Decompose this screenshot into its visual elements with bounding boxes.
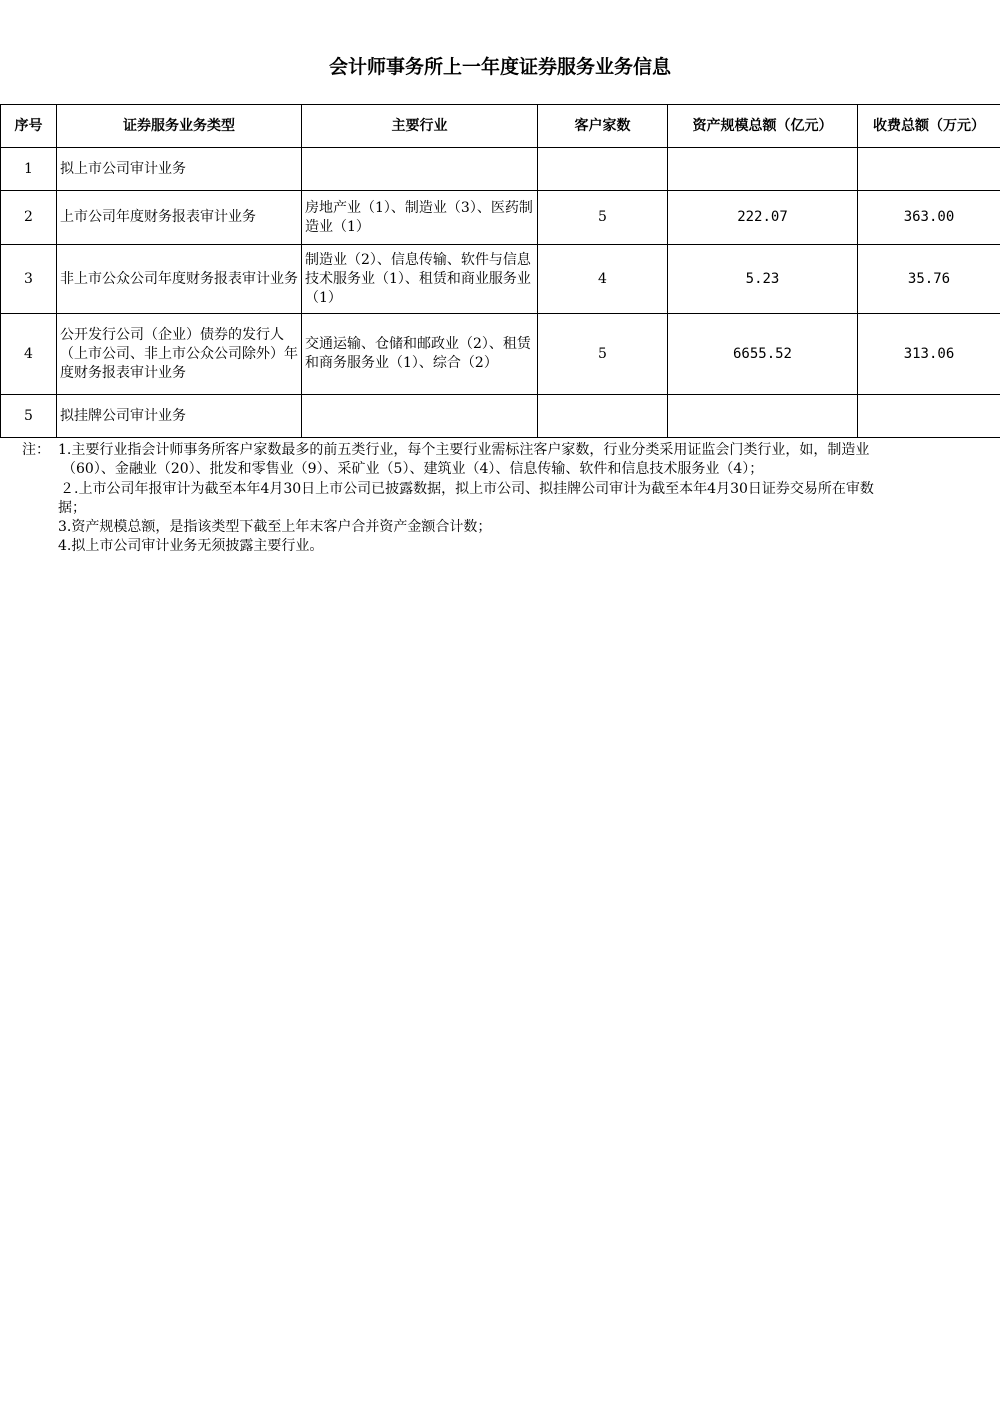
cell-fee-total bbox=[858, 148, 1000, 191]
note-3: 3.资产规模总额，是指该类型下截至上年末客户合并资产金额合计数； bbox=[58, 519, 492, 535]
header-main-industry: 主要行业 bbox=[302, 105, 538, 148]
cell-service-type: 上市公司年度财务报表审计业务 bbox=[57, 191, 302, 245]
note-1-line-1: 1.主要行业指会计师事务所客户家数最多的前五类行业，每个主要行业需标注客户家数，行业分类采用证监会门类行业，如，制造业 bbox=[58, 442, 870, 458]
cell-main-industry bbox=[302, 148, 538, 191]
table-row bbox=[1, 148, 1000, 191]
cell-fee-total: 35.76 bbox=[858, 245, 1000, 314]
cell-seq: 5 bbox=[1, 395, 57, 438]
note-2-line-1: ２.上市公司年报审计为截至本年4月30日上市公司已披露数据，拟上市公司、拟挂牌公司审计为截至本年4月30日证券交易所在审数 bbox=[60, 481, 874, 497]
cell-seq: 3 bbox=[1, 245, 57, 314]
note-4: 4.拟上市公司审计业务无须披露主要行业。 bbox=[58, 538, 324, 554]
cell-client-count: 5 bbox=[538, 314, 668, 395]
cell-service-type: 拟上市公司审计业务 bbox=[57, 148, 302, 191]
cell-client-count: 5 bbox=[538, 191, 668, 245]
cell-asset-total: 5.23 bbox=[668, 245, 858, 314]
table-row bbox=[1, 245, 1000, 314]
cell-client-count: 4 bbox=[538, 245, 668, 314]
cell-seq: 1 bbox=[1, 148, 57, 191]
cell-client-count bbox=[538, 148, 668, 191]
cell-asset-total: 222.07 bbox=[668, 191, 858, 245]
cell-seq: 4 bbox=[1, 314, 57, 395]
note-1-line-2: （60）、金融业（20）、批发和零售业（9）、采矿业（5）、建筑业（4）、信息传输、软件和信息技术服务业（4）； bbox=[62, 461, 764, 477]
table-header-row bbox=[1, 105, 1000, 148]
cell-fee-total: 313.06 bbox=[858, 314, 1000, 395]
cell-asset-total bbox=[668, 148, 858, 191]
cell-main-industry: 制造业（2）、信息传输、软件与信息技术服务业（1）、租赁和商业服务业（1） bbox=[302, 245, 538, 314]
cell-main-industry bbox=[302, 395, 538, 438]
cell-fee-total: 363.00 bbox=[858, 191, 1000, 245]
header-asset-total: 资产规模总额（亿元） bbox=[668, 105, 858, 148]
cell-main-industry: 房地产业（1）、制造业（3）、医药制造业（1） bbox=[302, 191, 538, 245]
cell-asset-total bbox=[668, 395, 858, 438]
cell-service-type: 公开发行公司（企业）债券的发行人（上市公司、非上市公众公司除外）年度财务报表审计业务 bbox=[57, 314, 302, 395]
table-row bbox=[1, 191, 1000, 245]
cell-service-type: 非上市公众公司年度财务报表审计业务 bbox=[57, 245, 302, 314]
cell-client-count bbox=[538, 395, 668, 438]
header-seq: 序号 bbox=[1, 105, 57, 148]
header-client-count: 客户家数 bbox=[538, 105, 668, 148]
cell-seq: 2 bbox=[1, 191, 57, 245]
cell-asset-total: 6655.52 bbox=[668, 314, 858, 395]
header-fee-total: 收费总额（万元） bbox=[858, 105, 1000, 148]
securities-service-table bbox=[0, 104, 1000, 438]
header-service-type: 证券服务业务类型 bbox=[57, 105, 302, 148]
cell-service-type: 拟挂牌公司审计业务 bbox=[57, 395, 302, 438]
note-2-line-2: 据； bbox=[58, 500, 86, 516]
table-row bbox=[1, 395, 1000, 438]
notes-label: 注： bbox=[22, 442, 50, 458]
document-title: 会计师事务所上一年度证券服务业务信息 bbox=[328, 56, 671, 78]
cell-main-industry: 交通运输、仓储和邮政业（2）、租赁和商务服务业（1）、综合（2） bbox=[302, 314, 538, 395]
table-row bbox=[1, 314, 1000, 395]
cell-fee-total bbox=[858, 395, 1000, 438]
